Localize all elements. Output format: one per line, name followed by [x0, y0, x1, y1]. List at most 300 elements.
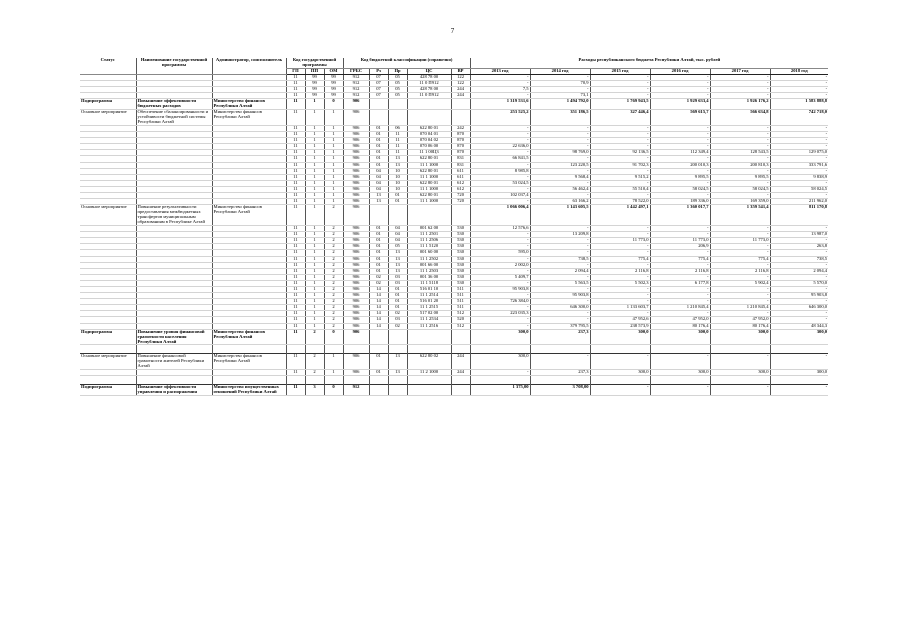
- cell-status: Подпрограмма: [80, 329, 136, 345]
- cell-y2014: -: [530, 138, 590, 144]
- cell-y2015: -: [590, 80, 650, 86]
- cell-y2015: -: [590, 93, 650, 99]
- cell-y2014: -: [530, 299, 590, 305]
- cell-y2014: -: [530, 180, 590, 186]
- cell-grbs: 906: [343, 280, 369, 286]
- cell-om: 2: [324, 250, 343, 256]
- cell-pp: 1: [305, 256, 324, 262]
- header-rz: Рз: [369, 68, 388, 74]
- cell-y2017: -: [710, 262, 770, 268]
- cell-y2014: 9 568,4: [530, 174, 590, 180]
- cell-rz: 01: [369, 370, 388, 376]
- cell-y2017: 11 773,0: [710, 238, 770, 244]
- cell-y2017: 5 902,4: [710, 280, 770, 286]
- cell-gp: 11: [286, 162, 305, 168]
- cell-pp: 1: [305, 156, 324, 162]
- cell-y2013: -: [470, 256, 530, 262]
- cell-vr: 870: [451, 150, 470, 156]
- cell-pp: 1: [305, 168, 324, 174]
- cell-vr: 530: [451, 238, 470, 244]
- gap-cell: [590, 345, 650, 354]
- cell-y2014: 237,3: [530, 370, 590, 376]
- cell-vr: 870: [451, 144, 470, 150]
- cell-y2016: 200 010,3: [650, 162, 710, 168]
- cell-om: 0: [324, 329, 343, 345]
- cell-pp: 1: [305, 250, 324, 256]
- cell-y2014: 70,9: [530, 80, 590, 86]
- cell-pp: 1: [305, 162, 324, 168]
- cell-cs: 070 06 00: [407, 144, 451, 150]
- cell-y2016: -: [650, 180, 710, 186]
- cell-gp: 11: [286, 354, 305, 370]
- cell-y2017: -: [710, 299, 770, 305]
- cell-y2013: 300,0: [470, 354, 530, 370]
- gap-cell: [136, 376, 212, 385]
- cell-cs: 11 1 1000: [407, 174, 451, 180]
- cell-vr: 530: [451, 268, 470, 274]
- cell-pr: 01: [388, 193, 407, 199]
- cell-y2016: -: [650, 232, 710, 238]
- cell-pp: 1: [305, 238, 324, 244]
- cell-y2016: 11 773,0: [650, 238, 710, 244]
- cell-pr: [388, 110, 407, 126]
- cell-vr: [451, 110, 470, 126]
- cell-cs: 001 60 00: [407, 250, 451, 256]
- cell-y2017: -: [710, 274, 770, 280]
- cell-y2016: 1 360 017,7: [650, 205, 710, 226]
- cell-y2013: -: [470, 370, 530, 376]
- cell-y2017: 1 926 176,2: [710, 99, 770, 110]
- header-pr: Пр: [388, 68, 407, 74]
- cell-pp: 2: [305, 370, 324, 376]
- cell-y2018: -: [770, 80, 828, 86]
- cell-pr: 10: [388, 168, 407, 174]
- cell-y2016: 9 895,5: [650, 174, 710, 180]
- cell-administrator: Министерство финансов Республики Алтай: [212, 110, 286, 126]
- cell-y2016: -: [650, 286, 710, 292]
- cell-grbs: 912: [343, 93, 369, 99]
- cell-y2014: -: [530, 126, 590, 132]
- cell-grbs: 906: [343, 244, 369, 250]
- cell-y2018: 738,5: [770, 256, 828, 262]
- cell-pr: 13: [388, 162, 407, 168]
- cell-y2013: 95 903,8: [470, 286, 530, 292]
- cell-pp: 1: [305, 226, 324, 232]
- cell-om: 2: [324, 268, 343, 274]
- header-year-2013: 2013 год: [470, 68, 530, 74]
- cell-grbs: 906: [343, 193, 369, 199]
- cell-y2016: -: [650, 262, 710, 268]
- gap-cell: [530, 345, 590, 354]
- cell-y2015: -: [590, 293, 650, 299]
- cell-om: 2: [324, 226, 343, 232]
- cell-pp: 1: [305, 186, 324, 192]
- cell-y2014: 73,1: [530, 93, 590, 99]
- cell-pr: 05: [388, 93, 407, 99]
- cell-y2013: 223 035,3: [470, 311, 530, 317]
- cell-pr: 01: [388, 299, 407, 305]
- cell-pr: [388, 99, 407, 110]
- cell-status: Подпрограмма: [80, 385, 136, 396]
- cell-vr: 611: [451, 174, 470, 180]
- cell-rz: 01: [369, 354, 388, 370]
- cell-grbs: 906: [343, 226, 369, 232]
- cell-gp: 11: [286, 126, 305, 132]
- cell-pp: 1: [305, 180, 324, 186]
- cell-gp: 11: [286, 144, 305, 150]
- cell-y2015: -: [590, 87, 650, 93]
- cell-cs: 11 1 2515: [407, 305, 451, 311]
- cell-vr: 242: [451, 126, 470, 132]
- cell-vr: 512: [451, 323, 470, 329]
- cell-vr: 831: [451, 162, 470, 168]
- gap-cell: [710, 376, 770, 385]
- cell-vr: 530: [451, 232, 470, 238]
- cell-cs: 622 80 01: [407, 168, 451, 174]
- cell-pp: 3: [305, 385, 324, 396]
- cell-grbs: 906: [343, 205, 369, 226]
- cell-om: 2: [324, 293, 343, 299]
- cell-y2017: -: [710, 232, 770, 238]
- cell-cs: 11 2 1000: [407, 370, 451, 376]
- cell-y2013: 53 024,5: [470, 180, 530, 186]
- cell-pp: 1: [305, 144, 324, 150]
- cell-vr: 870: [451, 138, 470, 144]
- cell-vr: 530: [451, 244, 470, 250]
- cell-y2016: 1 210 845,4: [650, 305, 710, 311]
- cell-y2014: -: [530, 74, 590, 80]
- header-gp: ГП: [286, 68, 305, 74]
- cell-pp: 1: [305, 317, 324, 323]
- cell-grbs: 906: [343, 370, 369, 376]
- cell-pr: 01: [388, 199, 407, 205]
- header-year-2018: 2018 год: [770, 68, 828, 74]
- cell-y2015: -: [590, 244, 650, 250]
- cell-y2017: -: [710, 293, 770, 299]
- cell-pp: 1: [305, 311, 324, 317]
- cell-y2016: -: [650, 274, 710, 280]
- cell-y2018: 2 094,4: [770, 268, 828, 274]
- cell-status: Подпрограмма: [80, 99, 136, 110]
- cell-y2013: -: [470, 305, 530, 311]
- cell-y2015: -: [590, 262, 650, 268]
- cell-cs: 11 1 5120: [407, 244, 451, 250]
- cell-vr: [451, 385, 470, 396]
- cell-cs: 11 1 2502: [407, 256, 451, 262]
- cell-rz: 14: [369, 305, 388, 311]
- cell-y2016: -: [650, 168, 710, 174]
- cell-y2013: 595,0: [470, 250, 530, 256]
- cell-cs: 11 1 1000: [407, 199, 451, 205]
- cell-pp: 1: [305, 138, 324, 144]
- cell-y2017: 58 024,5: [710, 186, 770, 192]
- cell-rz: 14: [369, 293, 388, 299]
- header-administrator: Администратор, соисполнитель: [212, 58, 286, 74]
- cell-program-name: Повышение эффективности управления и распоряжения: [136, 385, 212, 396]
- cell-y2018: -: [770, 180, 828, 186]
- cell-y2018: 58 024,5: [770, 186, 828, 192]
- cell-om: 2: [324, 323, 343, 329]
- cell-y2014: 98 769,0: [530, 150, 590, 156]
- cell-grbs: 906: [343, 274, 369, 280]
- cell-y2013: 726 384,0: [470, 299, 530, 305]
- cell-gp: 11: [286, 174, 305, 180]
- table-row: [80, 329, 828, 345]
- cell-om: 2: [324, 244, 343, 250]
- cell-gp: 11: [286, 262, 305, 268]
- header-year-2017: 2017 год: [710, 68, 770, 74]
- cell-y2014: -: [530, 354, 590, 370]
- cell-gp: 11: [286, 250, 305, 256]
- table-header-row: [80, 58, 828, 68]
- cell-cs: 11 1 2506: [407, 238, 451, 244]
- cell-y2013: -: [470, 317, 530, 323]
- cell-y2013: -: [470, 323, 530, 329]
- gap-cell: [369, 376, 388, 385]
- cell-y2015: -: [590, 126, 650, 132]
- cell-rz: 13: [369, 199, 388, 205]
- cell-y2018: 95 903,8: [770, 293, 828, 299]
- cell-vr: 720: [451, 193, 470, 199]
- cell-y2016: 1 929 633,4: [650, 99, 710, 110]
- cell-grbs: 906: [343, 168, 369, 174]
- cell-om: 2: [324, 286, 343, 292]
- cell-cs: 516 01 10: [407, 286, 451, 292]
- cell-y2016: -: [650, 299, 710, 305]
- cell-grbs: 906: [343, 150, 369, 156]
- cell-pp: 1: [305, 262, 324, 268]
- cell-vr: [451, 329, 470, 345]
- cell-y2013: 1 319 531,6: [470, 99, 530, 110]
- cell-y2013: 8 985,8: [470, 168, 530, 174]
- cell-rz: 02: [369, 280, 388, 286]
- cell-y2018: 1 583 888,8: [770, 99, 828, 110]
- cell-om: 0: [324, 385, 343, 396]
- header-grbs: ГРБС: [343, 68, 369, 74]
- cell-rz: 04: [369, 186, 388, 192]
- cell-y2017: -: [710, 156, 770, 162]
- cell-vr: 512: [451, 311, 470, 317]
- gap-cell: [451, 376, 470, 385]
- cell-y2017: 200 810,3: [710, 162, 770, 168]
- cell-grbs: 906: [343, 144, 369, 150]
- cell-y2017: 9 895,5: [710, 174, 770, 180]
- cell-pr: 11: [388, 144, 407, 150]
- gap-cell: [305, 376, 324, 385]
- cell-om: 2: [324, 311, 343, 317]
- cell-y2016: 300,0: [650, 370, 710, 376]
- cell-y2014: -: [530, 262, 590, 268]
- header-year-2015: 2015 год: [590, 68, 650, 74]
- cell-rz: 02: [369, 274, 388, 280]
- cell-vr: 244: [451, 354, 470, 370]
- cell-gp: 11: [286, 370, 305, 376]
- cell-y2017: 300,0: [710, 329, 770, 345]
- cell-y2013: -: [470, 138, 530, 144]
- cell-y2014: 13 209,8: [530, 232, 590, 238]
- gap-cell: [80, 345, 136, 354]
- cell-pp: 1: [305, 293, 324, 299]
- cell-y2017: -: [710, 193, 770, 199]
- cell-pr: 13: [388, 262, 407, 268]
- cell-y2016: 189 336,0: [650, 199, 710, 205]
- cell-vr: 530: [451, 274, 470, 280]
- cell-program-name: Обеспечение сбалансированности и устойчивости бюджетной системы Республики Алтай: [136, 110, 212, 126]
- cell-y2015: -: [590, 232, 650, 238]
- cell-y2014: -: [530, 132, 590, 138]
- cell-y2014: -: [530, 317, 590, 323]
- cell-y2016: 2 116,8: [650, 268, 710, 274]
- cell-y2016: -: [650, 87, 710, 93]
- cell-grbs: 912: [343, 74, 369, 80]
- cell-y2014: 1 494 792,0: [530, 99, 590, 110]
- cell-y2014: -: [530, 156, 590, 162]
- cell-cs: 428 78 00: [407, 74, 451, 80]
- cell-cs: [407, 329, 451, 345]
- cell-pp: 2: [305, 354, 324, 370]
- cell-y2014: -: [530, 87, 590, 93]
- cell-grbs: 906: [343, 329, 369, 345]
- cell-vr: 530: [451, 262, 470, 268]
- cell-y2014: -: [530, 238, 590, 244]
- cell-y2013: 5 409,7: [470, 274, 530, 280]
- cell-y2015: 2 116,8: [590, 268, 650, 274]
- cell-om: 1: [324, 354, 343, 370]
- cell-y2018: -: [770, 299, 828, 305]
- cell-rz: 13: [369, 193, 388, 199]
- cell-pr: 13: [388, 250, 407, 256]
- cell-rz: 14: [369, 299, 388, 305]
- cell-y2015: -: [590, 156, 650, 162]
- cell-om: 99: [324, 80, 343, 86]
- cell-cs: 11 0 П912: [407, 93, 451, 99]
- cell-vr: 511: [451, 293, 470, 299]
- cell-grbs: 906: [343, 317, 369, 323]
- cell-y2018: -: [770, 93, 828, 99]
- cell-om: 2: [324, 317, 343, 323]
- cell-cs: [407, 110, 451, 126]
- cell-om: 1: [324, 370, 343, 376]
- cell-y2013: 7,5: [470, 87, 530, 93]
- cell-y2014: -: [530, 144, 590, 150]
- cell-gp: 11: [286, 317, 305, 323]
- cell-gp: 11: [286, 305, 305, 311]
- cell-vr: 831: [451, 156, 470, 162]
- cell-y2015: -: [590, 132, 650, 138]
- cell-pp: 1: [305, 268, 324, 274]
- cell-pp: 99: [305, 74, 324, 80]
- gap-cell: [324, 376, 343, 385]
- cell-gp: 11: [286, 93, 305, 99]
- cell-y2015: -: [590, 193, 650, 199]
- gap-cell: [650, 376, 710, 385]
- cell-y2018: -: [770, 286, 828, 292]
- cell-gp: 11: [286, 99, 305, 110]
- gap-cell: [212, 376, 286, 385]
- cell-gp: 11: [286, 80, 305, 86]
- cell-vr: 244: [451, 370, 470, 376]
- cell-rz: 04: [369, 180, 388, 186]
- cell-pr: 13: [388, 156, 407, 162]
- cell-gp: 11: [286, 329, 305, 345]
- cell-om: 1: [324, 132, 343, 138]
- cell-gp: 11: [286, 299, 305, 305]
- cell-y2014: 351 186,5: [530, 110, 590, 126]
- cell-pp: 1: [305, 299, 324, 305]
- cell-y2013: 102 037,4: [470, 193, 530, 199]
- cell-gp: 11: [286, 138, 305, 144]
- table-row: [80, 354, 828, 370]
- cell-grbs: 906: [343, 305, 369, 311]
- cell-pp: 1: [305, 110, 324, 126]
- cell-y2014: -: [530, 193, 590, 199]
- cell-y2015: 327 446,4: [590, 110, 650, 126]
- header-pp: ПП: [305, 68, 324, 74]
- cell-grbs: 906: [343, 299, 369, 305]
- cell-cs: 11 1 2516: [407, 323, 451, 329]
- cell-rz: 07: [369, 93, 388, 99]
- gap-cell: [286, 345, 305, 354]
- cell-administrator: Министерство финансов Республики Алтай: [212, 329, 286, 345]
- cell-om: 2: [324, 299, 343, 305]
- cell-gp: 11: [286, 238, 305, 244]
- cell-pp: 1: [305, 286, 324, 292]
- table-row: [80, 99, 828, 110]
- cell-vr: 244: [451, 87, 470, 93]
- cell-pr: 05: [388, 74, 407, 80]
- cell-pp: 1: [305, 126, 324, 132]
- cell-gp: 11: [286, 110, 305, 126]
- cell-y2017: 1 210 845,4: [710, 305, 770, 311]
- cell-grbs: 906: [343, 268, 369, 274]
- cell-gp: 11: [286, 156, 305, 162]
- cell-grbs: 906: [343, 199, 369, 205]
- cell-cs: [407, 385, 451, 396]
- cell-pr: 04: [388, 226, 407, 232]
- cell-pp: 2: [305, 329, 324, 345]
- cell-rz: 07: [369, 80, 388, 86]
- cell-cs: 622 80 01: [407, 126, 451, 132]
- cell-gp: 11: [286, 87, 305, 93]
- cell-om: 1: [324, 144, 343, 150]
- cell-y2017: -: [710, 74, 770, 80]
- cell-y2016: 206,9: [650, 244, 710, 250]
- cell-y2016: 112 349,4: [650, 150, 710, 156]
- cell-cs: 11 1 00Ц3: [407, 150, 451, 156]
- cell-vr: 530: [451, 256, 470, 262]
- cell-pr: 11: [388, 132, 407, 138]
- cell-gp: 11: [286, 293, 305, 299]
- cell-y2018: -: [770, 87, 828, 93]
- cell-om: 1: [324, 138, 343, 144]
- cell-y2018: -: [770, 262, 828, 268]
- cell-om: 2: [324, 262, 343, 268]
- gap-cell: [305, 345, 324, 354]
- cell-y2013: -: [470, 150, 530, 156]
- cell-y2014: -: [530, 274, 590, 280]
- cell-gp: 11: [286, 244, 305, 250]
- cell-y2017: 1 359 541,4: [710, 205, 770, 226]
- cell-y2017: -: [710, 226, 770, 232]
- cell-y2017: -: [710, 385, 770, 396]
- cell-cs: [407, 99, 451, 110]
- cell-y2015: 47 952,6: [590, 317, 650, 323]
- cell-pr: 01: [388, 305, 407, 311]
- cell-y2016: -: [650, 293, 710, 299]
- cell-pp: 1: [305, 305, 324, 311]
- cell-program-name: Повышение финансовой грамотности жителей Республики Алтай: [136, 354, 212, 370]
- cell-rz: 01: [369, 144, 388, 150]
